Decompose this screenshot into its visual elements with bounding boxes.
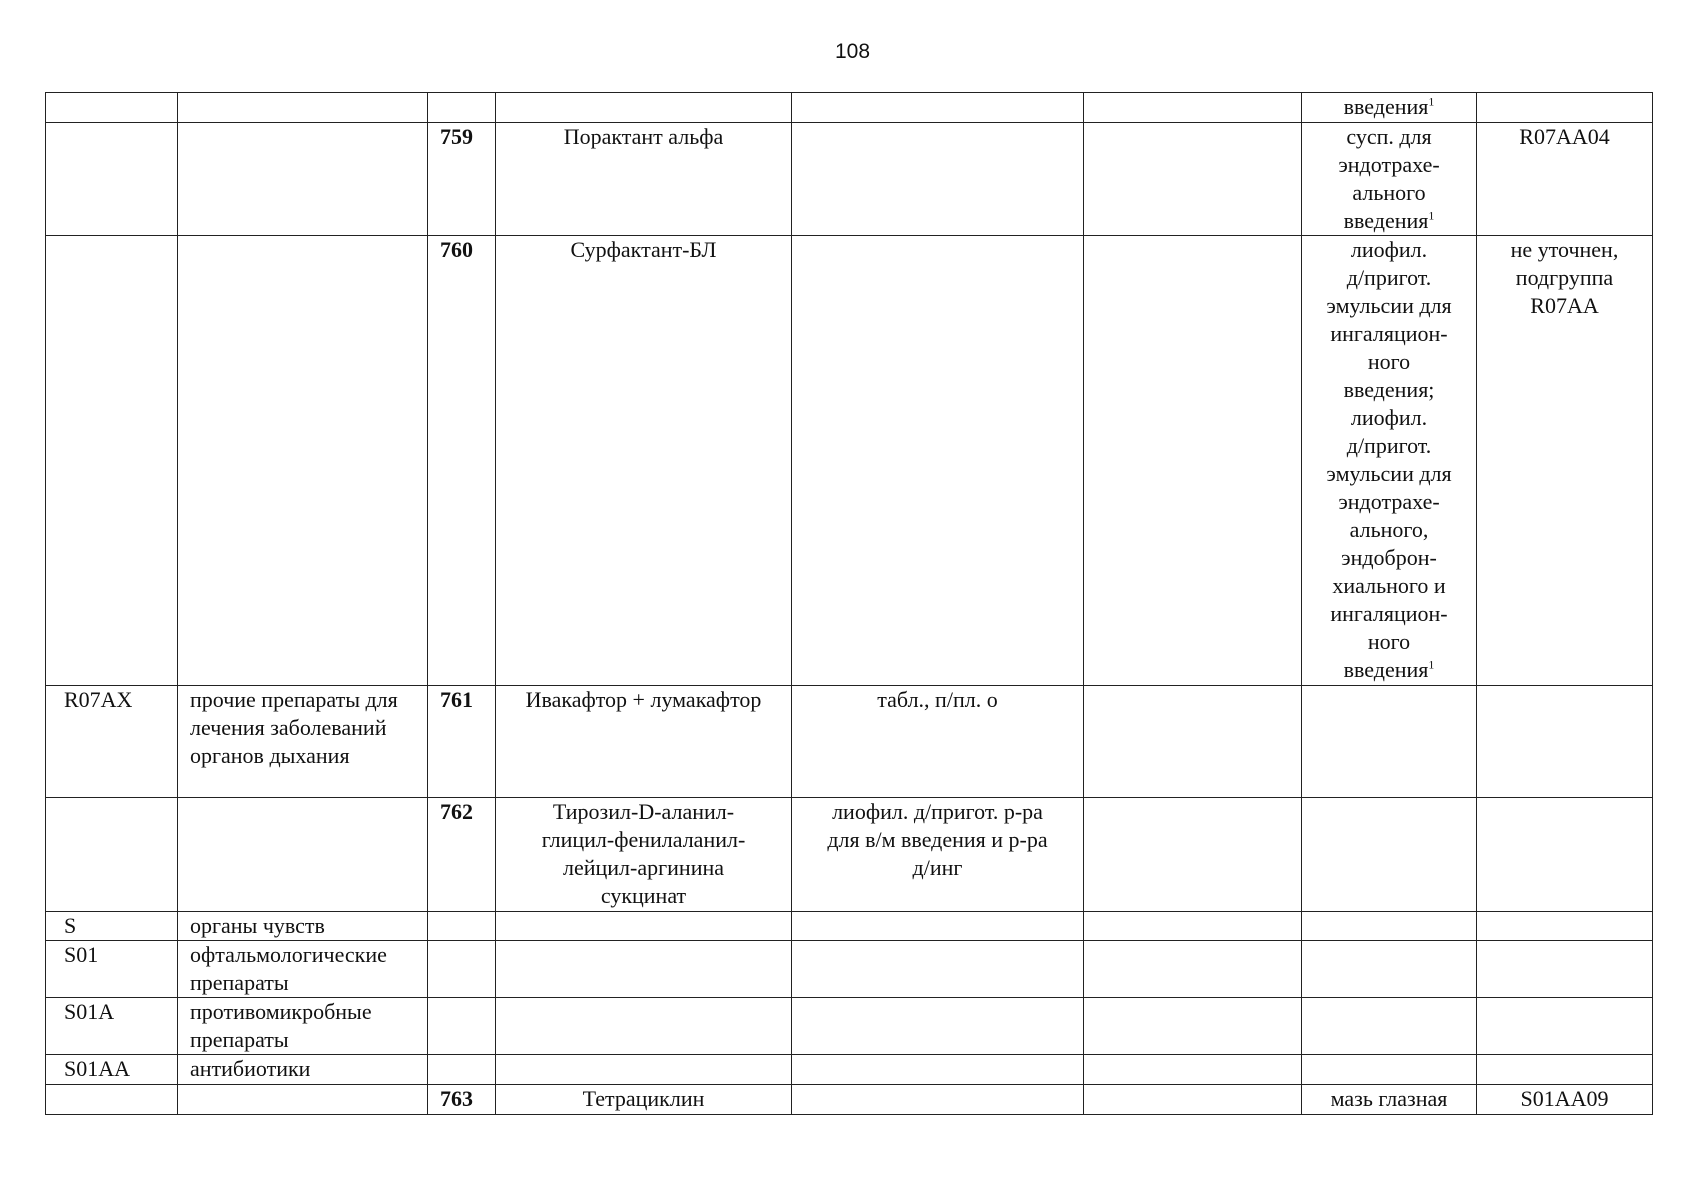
atc-group-code-text: S <box>64 913 77 938</box>
drug-name <box>496 1055 792 1085</box>
atc-group-code-text: S01A <box>64 999 115 1024</box>
table-row <box>46 686 1653 798</box>
table-row <box>46 1085 1653 1115</box>
drug-name <box>496 798 792 912</box>
atc-group-name <box>178 93 428 123</box>
item-number-text: 759 <box>440 124 473 149</box>
atc-group-code <box>46 912 178 941</box>
alternative-dosage-form-text: сусп. для эндотрахе- ального введения <box>1338 124 1440 233</box>
footnote-marker: 1 <box>1428 657 1435 672</box>
item-number <box>428 941 496 998</box>
atc-group-code <box>46 941 178 998</box>
item-number <box>428 912 496 941</box>
atc-code <box>1477 93 1653 123</box>
alternative-dosage-form-text: введения <box>1343 94 1429 119</box>
registration-note <box>1084 123 1302 236</box>
atc-group-name <box>178 123 428 236</box>
registration-note <box>1084 798 1302 912</box>
table-row <box>46 123 1653 236</box>
drug-name-text: Ивакафтор + лумакафтор <box>525 687 762 712</box>
dosage-form <box>792 912 1084 941</box>
item-number-text: 761 <box>440 687 473 712</box>
registration-note <box>1084 912 1302 941</box>
alternative-dosage-form <box>1302 93 1477 123</box>
item-number-text: 762 <box>440 799 473 824</box>
alternative-dosage-form <box>1302 123 1477 236</box>
atc-group-code-text: S01AA <box>64 1056 131 1081</box>
atc-code-text: R07AA04 <box>1519 124 1610 149</box>
item-number <box>428 686 496 798</box>
registration-note <box>1084 236 1302 686</box>
alternative-dosage-form <box>1302 998 1477 1055</box>
item-number <box>428 1085 496 1115</box>
registration-note <box>1084 941 1302 998</box>
dosage-form <box>792 236 1084 686</box>
atc-code <box>1477 1055 1653 1085</box>
alternative-dosage-form <box>1302 798 1477 912</box>
registration-note <box>1084 1055 1302 1085</box>
drug-name-text: Порактант альфа <box>563 124 724 149</box>
atc-group-code <box>46 798 178 912</box>
atc-group-code <box>46 1055 178 1085</box>
item-number-text: 763 <box>440 1086 473 1111</box>
registration-note <box>1084 93 1302 123</box>
dosage-form <box>792 798 1084 912</box>
item-number <box>428 236 496 686</box>
drug-name <box>496 998 792 1055</box>
dosage-form <box>792 1085 1084 1115</box>
registration-note <box>1084 998 1302 1055</box>
atc-code <box>1477 998 1653 1055</box>
dosage-form-text: табл., п/пл. о <box>877 687 998 712</box>
atc-group-code <box>46 998 178 1055</box>
atc-code <box>1477 798 1653 912</box>
dosage-form <box>792 998 1084 1055</box>
drug-name <box>496 123 792 236</box>
alternative-dosage-form-text: мазь глазная <box>1330 1086 1448 1111</box>
atc-code <box>1477 236 1653 686</box>
atc-group-code-text: R07AX <box>64 687 133 712</box>
item-number <box>428 93 496 123</box>
drug-name <box>496 1085 792 1115</box>
atc-group-code <box>46 1085 178 1115</box>
atc-group-name <box>178 912 428 941</box>
atc-group-name <box>178 1055 428 1085</box>
atc-code-text: S01AA09 <box>1520 1086 1609 1111</box>
footnote-marker: 1 <box>1428 208 1435 223</box>
atc-code <box>1477 941 1653 998</box>
atc-group-name-text: офтальмологические препараты <box>190 942 387 995</box>
registration-note <box>1084 1085 1302 1115</box>
drug-name <box>496 912 792 941</box>
table-row <box>46 93 1653 123</box>
atc-group-name-text: прочие препараты для лечения заболеваний органов дыхания <box>190 687 398 768</box>
dosage-form <box>792 1055 1084 1085</box>
atc-group-code-text: S01 <box>64 942 99 967</box>
alternative-dosage-form <box>1302 236 1477 686</box>
dosage-form <box>792 941 1084 998</box>
dosage-form <box>792 93 1084 123</box>
atc-group-name-text: органы чувств <box>190 913 325 938</box>
page-number: 108 <box>834 40 871 63</box>
alternative-dosage-form <box>1302 941 1477 998</box>
drug-table <box>45 92 1653 1115</box>
atc-group-name <box>178 236 428 686</box>
footnote-marker: 1 <box>1428 94 1435 109</box>
atc-group-name <box>178 686 428 798</box>
atc-group-code <box>46 686 178 798</box>
item-number <box>428 123 496 236</box>
table-row <box>46 236 1653 686</box>
atc-group-code <box>46 93 178 123</box>
dosage-form-text: лиофил. д/пригот. р-ра для в/м введения и р-ра д/инг <box>827 799 1048 880</box>
atc-group-name <box>178 998 428 1055</box>
drug-name-text: Тетрациклин <box>582 1086 705 1111</box>
registration-note <box>1084 686 1302 798</box>
atc-code <box>1477 123 1653 236</box>
alternative-dosage-form <box>1302 1055 1477 1085</box>
atc-group-name <box>178 798 428 912</box>
table-row <box>46 1055 1653 1085</box>
item-number <box>428 798 496 912</box>
item-number-text: 760 <box>440 237 473 262</box>
drug-name <box>496 686 792 798</box>
atc-code-text: не уточнен, подгруппа R07AA <box>1510 237 1619 318</box>
table-row <box>46 941 1653 998</box>
atc-group-name <box>178 1085 428 1115</box>
item-number <box>428 1055 496 1085</box>
item-number <box>428 998 496 1055</box>
atc-code <box>1477 1085 1653 1115</box>
dosage-form <box>792 123 1084 236</box>
drug-name <box>496 941 792 998</box>
table-row <box>46 912 1653 941</box>
drug-name-text: Сурфактант-БЛ <box>570 237 717 262</box>
table-row <box>46 798 1653 912</box>
drug-name <box>496 236 792 686</box>
atc-group-code <box>46 236 178 686</box>
atc-code <box>1477 686 1653 798</box>
alternative-dosage-form <box>1302 686 1477 798</box>
alternative-dosage-form <box>1302 912 1477 941</box>
table-row <box>46 998 1653 1055</box>
alternative-dosage-form <box>1302 1085 1477 1115</box>
alternative-dosage-form-text: лиофил. д/пригот. эмульсии для ингаляцион- ного введения; лиофил. д/пригот. эмульсии для эндотрахе- ального, эндоброн- хиального и ингаляцион- ного введения <box>1326 237 1452 682</box>
drug-name-text: Тирозил-D-аланил- глицил-фенилаланил- лейцил-аргинина сукцинат <box>541 799 746 908</box>
dosage-form <box>792 686 1084 798</box>
atc-group-name-text: антибиотики <box>190 1056 311 1081</box>
atc-code <box>1477 912 1653 941</box>
drug-name <box>496 93 792 123</box>
atc-group-name <box>178 941 428 998</box>
atc-group-name-text: противомикробные препараты <box>190 999 372 1052</box>
atc-group-code <box>46 123 178 236</box>
